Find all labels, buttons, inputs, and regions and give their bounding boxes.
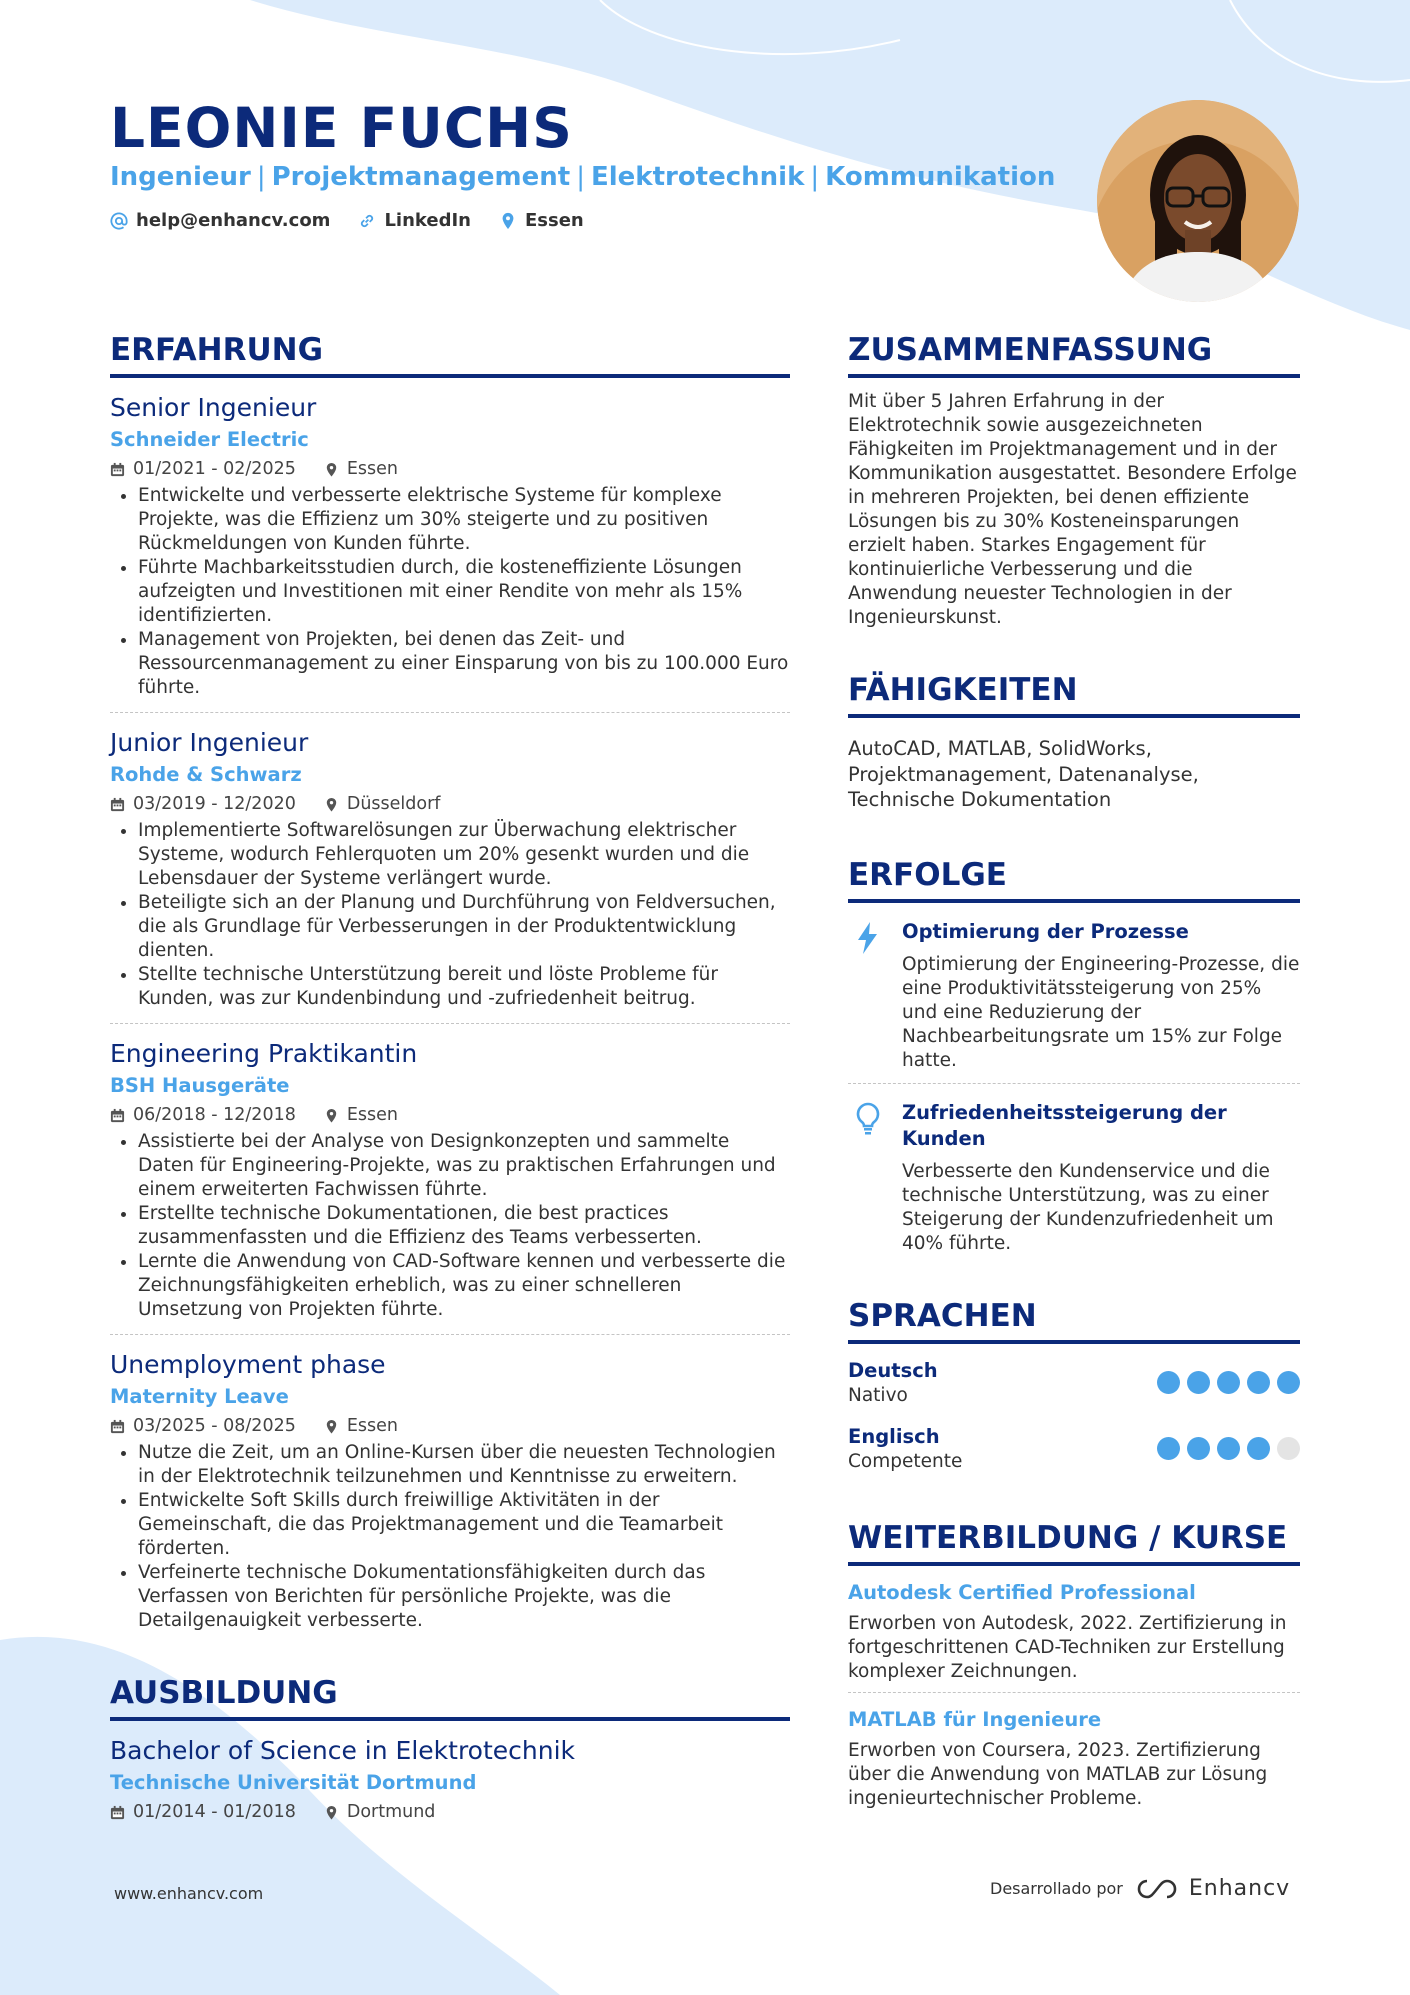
job-bullets — [110, 484, 790, 700]
education-meta — [110, 1799, 790, 1825]
headline-titles — [110, 162, 1055, 192]
course-title: MATLAB für Ingenieure — [848, 1707, 1102, 1731]
job-meta — [110, 1102, 790, 1128]
experience-entry — [110, 712, 790, 1023]
job-bullet: • Führte Machbarkeitsstudien durch, die kosteneffiziente Lösungen aufzeigten und Investitionen mit einer Rendite von mehr als 15% identifizierten. — [138, 556, 790, 628]
headline-separator: | — [810, 162, 820, 192]
headline-title: Kommunikation — [825, 162, 1056, 192]
location-pin-icon — [324, 1805, 339, 1820]
job-meta — [110, 1413, 790, 1439]
language-level: Nativo — [848, 1384, 908, 1406]
calendar-icon — [110, 1805, 125, 1820]
achievement-title: Optimierung der Prozesse — [902, 919, 1189, 943]
achievement-icon-wrap — [848, 1100, 888, 1256]
experience-entry — [110, 1023, 790, 1334]
education-school: Technische Universität Dortmund — [110, 1771, 477, 1794]
course-desc: Erworben von Coursera, 2023. Zertifizierung über die Anwendung von MATLAB zur Lösung ingenieurtechnischer Probleme. — [848, 1739, 1268, 1809]
experience-entry — [110, 378, 790, 712]
calendar-icon — [110, 1108, 125, 1123]
job-bullet: • Beteiligte sich an der Planung und Durchführung von Feldversuchen, die als Grundlage für Verbesserungen in der Produktentwicklung dienten. — [138, 891, 790, 963]
contact-email-text: help@enhancv.com — [136, 210, 331, 231]
job-location — [324, 1413, 398, 1439]
achievement-desc: Verbesserte den Kundenservice und die technische Unterstützung, was zu einer Steigerung der Kundenzufriedenheit um 40% führte. — [902, 1160, 1274, 1254]
job-location — [324, 1102, 398, 1128]
headline-separator: | — [576, 162, 585, 192]
job-role: Junior Ingenieur — [110, 728, 309, 757]
location-pin-icon — [324, 1419, 339, 1434]
language-item — [848, 1350, 1300, 1416]
job-bullets — [110, 1130, 790, 1322]
job-location — [324, 791, 441, 817]
job-dates — [110, 1102, 296, 1128]
contact-location — [499, 210, 584, 231]
enhancv-logo-icon — [1135, 1877, 1181, 1901]
job-location-text: Essen — [346, 1416, 398, 1436]
powered-by-label: Desarrollado por — [990, 1879, 1123, 1898]
section-title-achievements: ERFOLGE — [848, 855, 1300, 903]
brand-logo[interactable] — [1135, 1876, 1290, 1901]
contact-linkedin-text: LinkedIn — [384, 210, 471, 231]
job-dates — [110, 1413, 296, 1439]
rating-dot-filled — [1217, 1437, 1240, 1460]
section-title-education: AUSBILDUNG — [110, 1673, 790, 1721]
job-bullet: • Entwickelte Soft Skills durch freiwillige Aktivitäten in der Gemeinschaft, die das Projektmanagement und die Teamarbeit förderten. — [138, 1489, 790, 1561]
job-bullet: • Nutze die Zeit, um an Online-Kursen über die neuesten Technologien in der Elektrotechnik teilzunehmen und Kenntnisse zu erweitern. — [138, 1441, 790, 1489]
job-bullet: • Stellte technische Unterstützung bereit und löste Probleme für Kunden, was zur Kundenbindung und -zufriedenheit beitrug. — [138, 963, 790, 1011]
job-dates-text: 03/2019 - 12/2020 — [133, 794, 296, 814]
job-company: Schneider Electric — [110, 428, 309, 451]
course-desc: Erworben von Autodesk, 2022. Zertifizierung in fortgeschrittenen CAD-Techniken zur Erstellung komplexer Zeichnungen. — [848, 1612, 1287, 1682]
achievement-item — [848, 1083, 1300, 1266]
section-title-languages: SPRACHEN — [848, 1296, 1300, 1344]
achievement-desc: Optimierung der Engineering-Prozesse, die eine Produktivitätssteigerung von 25% und eine Reduzierung der Nachbearbeitungsrate um 15% zur Folge hatte. — [902, 953, 1300, 1071]
brand-name: Enhancv — [1188, 1876, 1291, 1901]
job-dates-text: 06/2018 - 12/2018 — [133, 1105, 296, 1125]
lightbulb-icon — [853, 1102, 883, 1136]
contact-info — [110, 210, 584, 231]
profile-photo — [1097, 100, 1299, 302]
headline-separator: | — [256, 162, 266, 192]
job-bullet: • Verfeinerte technische Dokumentationsfähigkeiten durch das Verfassen von Berichten für persönliche Projekte, was die Detailgenauigkeit verbesserte. — [138, 1561, 790, 1633]
calendar-icon — [110, 1419, 125, 1434]
job-company: BSH Hausgeräte — [110, 1074, 290, 1097]
job-location-text: Düsseldorf — [346, 794, 441, 814]
job-location-text: Essen — [346, 1105, 398, 1125]
section-title-summary: ZUSAMMENFASSUNG — [848, 330, 1300, 378]
job-bullet: • Assistierte bei der Analyse von Designkonzepten und sammelte Daten für Engineering-Projekte, was zu praktischen Erfahrungen und einem erweiterten Fachwissen führte. — [138, 1130, 790, 1202]
job-dates — [110, 791, 296, 817]
rating-dot-empty — [1277, 1437, 1300, 1460]
job-role: Senior Ingenieur — [110, 393, 317, 422]
rating-dot-filled — [1247, 1437, 1270, 1460]
job-bullets — [110, 1441, 790, 1633]
job-bullet: • Lernte die Anwendung von CAD-Software kennen und verbesserte die Zeichnungsfähigkeiten erheblich, was zu einer schnelleren Umsetzung von Projekten führte. — [138, 1250, 790, 1322]
job-role: Unemployment phase — [110, 1350, 386, 1379]
location-pin-icon — [499, 212, 517, 230]
education-degree: Bachelor of Science in Elektrotechnik — [110, 1736, 576, 1765]
footer-website[interactable]: www.enhancv.com — [114, 1884, 264, 1903]
job-dates — [110, 456, 296, 482]
footer-branding — [990, 1876, 1290, 1901]
education-entry — [110, 1721, 790, 1831]
location-pin-icon — [324, 1108, 339, 1123]
job-dates-text: 03/2025 - 08/2025 — [133, 1416, 296, 1436]
calendar-icon — [110, 462, 125, 477]
lightning-bolt-icon — [853, 921, 883, 955]
job-dates-text: 01/2021 - 02/2025 — [133, 459, 296, 479]
skills-list: AutoCAD, MATLAB, SolidWorks, Projektmanagement, Datenanalyse, Technische Dokumentation — [848, 737, 1199, 811]
candidate-name: LEONIE FUCHS — [110, 96, 573, 160]
education-location — [324, 1799, 436, 1825]
language-rating — [1157, 1371, 1300, 1394]
achievement-item — [848, 903, 1300, 1083]
rating-dot-filled — [1157, 1371, 1180, 1394]
course-title: Autodesk Certified Professional — [848, 1580, 1196, 1604]
experience-entry — [110, 1334, 790, 1645]
job-company: Rohde & Schwarz — [110, 763, 302, 786]
section-title-courses: WEITERBILDUNG / KURSE — [848, 1518, 1300, 1566]
rating-dot-filled — [1247, 1371, 1270, 1394]
language-rating — [1157, 1437, 1300, 1460]
job-bullets — [110, 819, 790, 1011]
language-level: Competente — [848, 1450, 963, 1472]
rating-dot-filled — [1187, 1371, 1210, 1394]
course-item — [848, 1566, 1300, 1692]
headline-title: Ingenieur — [110, 162, 251, 192]
job-meta — [110, 456, 790, 482]
contact-location-text: Essen — [525, 210, 584, 231]
contact-linkedin[interactable] — [358, 210, 471, 231]
location-pin-icon — [324, 462, 339, 477]
education-dates — [110, 1799, 296, 1825]
job-location — [324, 456, 398, 482]
rating-dot-filled — [1217, 1371, 1240, 1394]
link-icon — [358, 212, 376, 230]
summary-text: Mit über 5 Jahren Erfahrung in der Elektrotechnik sowie ausgezeichneten Fähigkeiten im Projektmanagement und in der Kommunikation ausgestattet. Besondere Erfolge in mehreren Projekten, bei denen effiziente Lösungen bis zu 30% Kosteneinsparungen erzielt haben. Starkes Engagement für kontinuierliche Verbesserung und die Anwendung neuester Technologien in der Ingenieurskunst. — [848, 391, 1297, 628]
job-company: Maternity Leave — [110, 1385, 289, 1408]
job-role: Engineering Praktikantin — [110, 1039, 418, 1068]
right-column — [848, 330, 1300, 1819]
location-pin-icon — [324, 797, 339, 812]
rating-dot-filled — [1277, 1371, 1300, 1394]
calendar-icon — [110, 797, 125, 812]
course-item — [848, 1692, 1300, 1819]
language-name: Deutsch — [848, 1358, 938, 1382]
education-location-text: Dortmund — [346, 1802, 436, 1822]
rating-dot-filled — [1187, 1437, 1210, 1460]
education-dates-text: 01/2014 - 01/2018 — [133, 1802, 296, 1822]
headline-title: Projektmanagement — [271, 162, 571, 192]
job-bullet: • Entwickelte und verbesserte elektrische Systeme für komplexe Projekte, was die Effizienz um 30% steigerte und zu positiven Rückmeldungen von Kunden führte. — [138, 484, 790, 556]
language-item — [848, 1416, 1300, 1482]
job-bullet: • Erstellte technische Dokumentationen, die best practices zusammenfassten und die Effizienz des Teams verbesserten. — [138, 1202, 790, 1250]
avatar — [1097, 100, 1299, 302]
headline-title: Elektrotechnik — [590, 162, 805, 192]
achievement-icon-wrap — [848, 919, 888, 1073]
job-bullet: • Implementierte Softwarelösungen zur Überwachung elektrischer Systeme, wodurch Fehlerquoten um 20% gesenkt wurden und die Lebensdauer der Systeme verlängert wurde. — [138, 819, 790, 891]
contact-email[interactable] — [110, 210, 330, 231]
at-icon — [110, 212, 128, 230]
achievement-title: Zufriedenheitssteigerung der Kunden — [902, 1100, 1227, 1150]
job-bullet: • Management von Projekten, bei denen das Zeit- und Ressourcenmanagement zu einer Einsparung von bis zu 100.000 Euro führte. — [138, 628, 790, 700]
job-meta — [110, 791, 790, 817]
section-title-skills: FÄHIGKEITEN — [848, 670, 1300, 718]
job-location-text: Essen — [346, 459, 398, 479]
left-column — [110, 330, 790, 1831]
section-title-experience: ERFAHRUNG — [110, 330, 790, 378]
rating-dot-filled — [1157, 1437, 1180, 1460]
language-name: Englisch — [848, 1424, 940, 1448]
